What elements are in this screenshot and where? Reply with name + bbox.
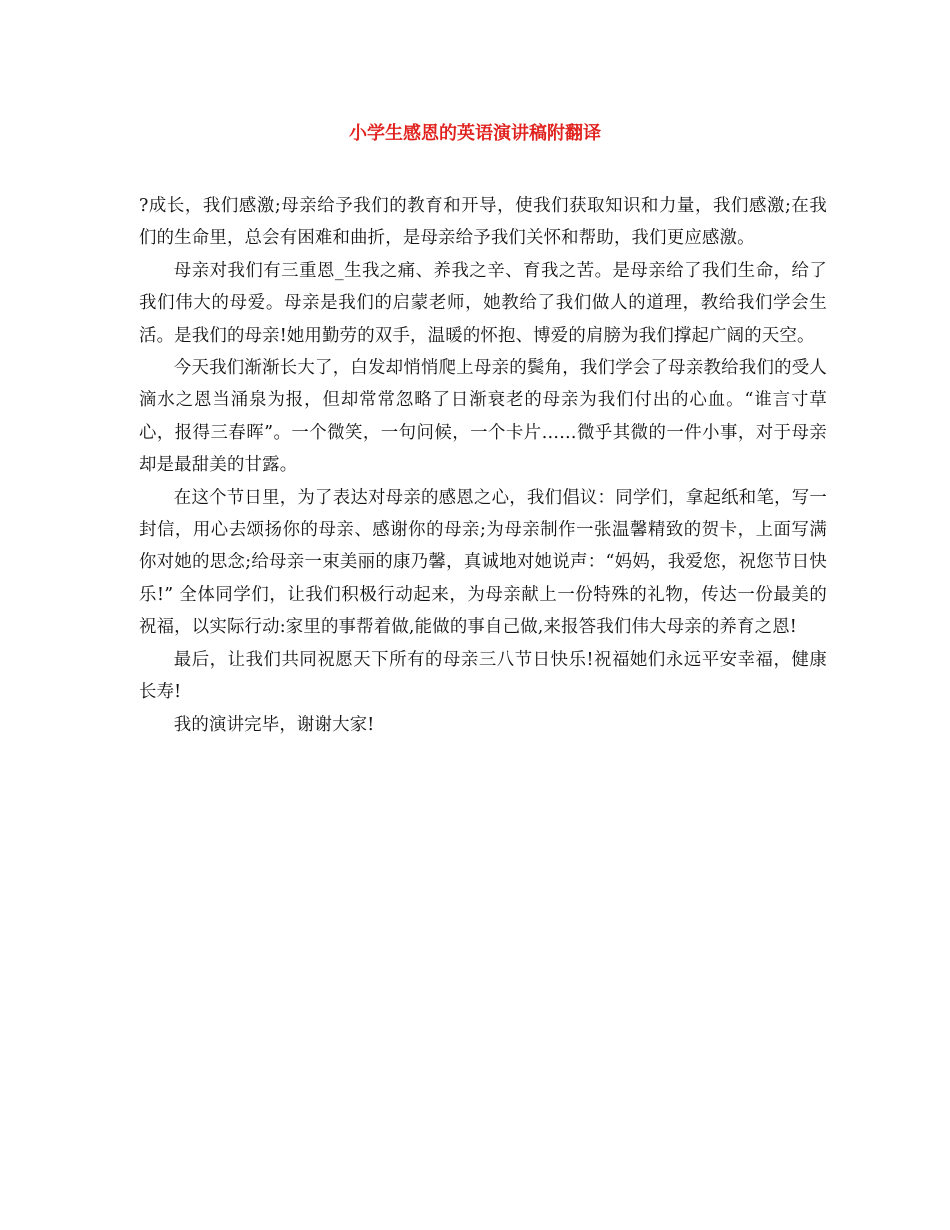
paragraph-2: 母亲对我们有三重恩_生我之痛、养我之辛、育我之苦。是母亲给了我们生命，给了我们伟大的母爱。母亲是我们的启蒙老师，她教给了我们做人的道理，教给我们学会生活。是我们的母亲!她用勤劳的双手，温暖的怀抱、博爱的肩膀为我们撑起广阔的天空。 [139, 260, 827, 346]
paragraph-4: 在这个节日里，为了表达对母亲的感恩之心，我们倡议：同学们，拿起纸和笔，写一封信，用心去颂扬你的母亲、感谢你的母亲;为母亲制作一张温馨精致的贺卡，上面写满你对她的思念;给母亲一束美丽的康乃馨，真诚地对她说声：“妈妈，我爱您，祝您节日快乐!” 全体同学们，让我们积极行动起来，为母亲献上一份特殊的礼物，传达一份最美的祝福，以实际行动:家里的事帮着做,能做的事自己做,来报答我们伟大母亲的养育之恩! [139, 487, 827, 638]
document-title: 小学生感恩的英语演讲稿附翻译 [349, 123, 601, 144]
document-body [139, 190, 827, 741]
paragraph-6: 我的演讲完毕，谢谢大家! [173, 714, 375, 735]
paragraph-1: ?成长，我们感激;母亲给予我们的教育和开导，使我们获取知识和力量，我们感激;在我们的生命里，总会有困难和曲折，是母亲给予我们关怀和帮助，我们更应感激。 [139, 196, 827, 249]
paragraph-3: 今天我们渐渐长大了，白发却悄悄爬上母亲的鬓角，我们学会了母亲教给我们的受人滴水之恩当涌泉为报，但却常常忽略了日渐衰老的母亲为我们付出的心血。“谁言寸草心，报得三春晖”。一个微笑，一句问候，一个卡片……微乎其微的一件小事，对于母亲却是最甜美的甘露。 [139, 358, 827, 476]
paragraph-5: 最后，让我们共同祝愿天下所有的母亲三八节日快乐!祝福她们永远平安幸福，健康长寿! [139, 649, 827, 703]
